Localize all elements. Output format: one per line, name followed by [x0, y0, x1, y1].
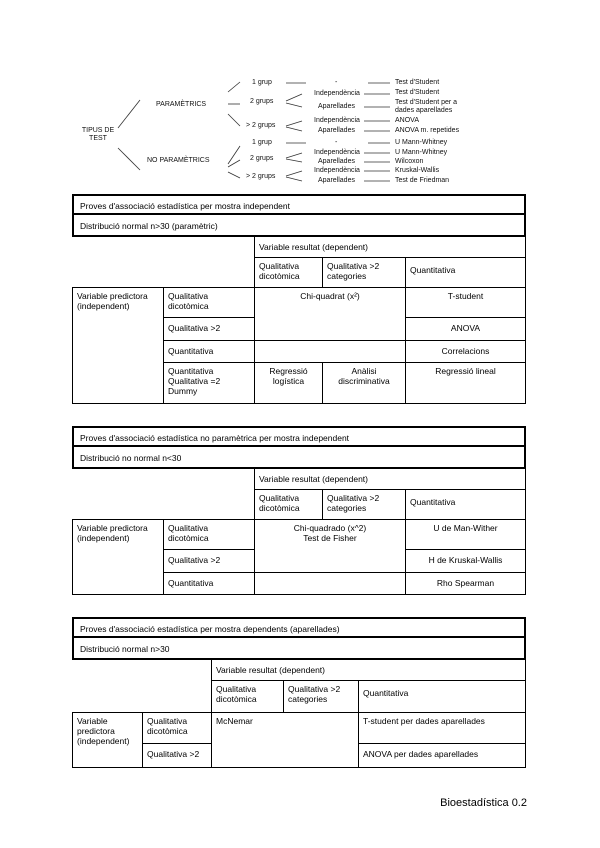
t3-var-pred: Variable predictora (independent): [72, 712, 142, 768]
diagram-n-res4: Kruskal-Wallis: [395, 167, 440, 174]
t2-fisher: Test de Fisher: [303, 533, 357, 543]
diagram-n-indep2: Independència: [314, 167, 360, 174]
diagram-n-apar: Aparellades: [318, 158, 355, 165]
t3-var-result: Variable resultat (dependent): [211, 660, 526, 681]
diagram-p-2grups: 2 grups: [250, 98, 274, 105]
diagram-n-indep: Independència: [314, 149, 360, 156]
diagram-p-apar2: Aparellades: [318, 127, 355, 134]
t2-chi-cell: [254, 520, 405, 573]
diagram-p-res4: ANOVA: [395, 117, 419, 124]
t1-tstudent: T-student: [405, 288, 526, 318]
diagram-n-res5: Test de Friedman: [395, 177, 450, 184]
diagram-n-2grups: 2 grups: [250, 155, 274, 162]
t3-tstudent: T-student per dades aparellades: [358, 713, 526, 744]
t2-hkw: H de Kruskal-Wallis: [405, 550, 526, 573]
t2-col-qd: Qualitativa dicotòmica: [254, 490, 322, 520]
t2-row-q2: Qualitativa >2: [163, 550, 254, 573]
t1-subtitle: Distribució normal n>30 (paramètric): [72, 215, 526, 237]
table-dependent-paired: [72, 617, 526, 790]
t2-var-pred: Variable predictora (independent): [72, 519, 163, 595]
t2-row-q: Quantitativa: [163, 573, 254, 595]
t2-empty: [254, 573, 405, 595]
t1-row-qd: Qualitativa dicotòmica: [163, 287, 254, 318]
diagram-lines: [0, 0, 600, 190]
t2-title: Proves d'associació estadística no paramètrica per mostra independent: [72, 426, 526, 447]
t1-col-qc: Qualitativa >2 categories: [322, 258, 405, 288]
t3-col-q: Quantitativa: [358, 681, 526, 713]
diagram-root: TIPUS DE TEST: [81, 127, 115, 142]
t2-rho: Rho Spearman: [405, 573, 526, 595]
t1-reglin: Regressió lineal: [405, 363, 526, 404]
diagram-parametrics: PARAMÈTRICS: [156, 101, 207, 108]
diagram-n-res3: Wilcoxon: [395, 158, 424, 165]
t3-mcnemar: McNemar: [211, 713, 358, 768]
t1-grid: [72, 237, 526, 411]
t1-title: Proves d'associació estadística per mostra independent: [72, 194, 526, 215]
diagram-p-mes2: > 2 grups: [246, 122, 276, 129]
t3-anova: ANOVA per dades aparellades: [358, 744, 526, 768]
t1-empty: [254, 341, 405, 363]
test-types-diagram: [0, 0, 600, 190]
t1-row-q: Quantitativa: [163, 341, 254, 363]
diagram-p-res3: Test d'Student per a dades aparellades: [395, 99, 458, 114]
t3-col-qc: Qualitativa >2 categories: [283, 681, 358, 713]
t2-subtitle: Distribució no normal n<30: [72, 447, 526, 469]
t3-title: Proves d'associació estadística per mostra dependents (aparellades): [72, 617, 526, 638]
t3-col-qd: Qualitativa dicotòmica: [211, 681, 283, 713]
t3-subtitle: Distribució normal n>30: [72, 638, 526, 660]
t2-col-q: Quantitativa: [405, 490, 526, 520]
t1-analisi: Anàlisi discriminativa: [322, 363, 405, 404]
t1-row-mix: Quantitativa Qualitativa =2 Dummy: [163, 363, 254, 404]
t3-row-qd: Qualitativa dicotòmica: [142, 712, 211, 744]
t1-col-q: Quantitativa: [405, 258, 526, 288]
diagram-p-apar: Aparellades: [318, 103, 355, 110]
diagram-n-1grup: 1 grup: [252, 139, 272, 146]
t2-umw: U de Man-Wither: [405, 520, 526, 550]
t1-col-qd: Qualitativa dicotòmica: [254, 258, 322, 288]
diagram-p-indep2: Independència: [314, 117, 360, 124]
diagram-p-1grup: 1 grup: [252, 79, 272, 86]
t2-col-qc: Qualitativa >2 categories: [322, 490, 405, 520]
t1-chi: Chi-quadrat (x²): [254, 288, 405, 341]
table-nonparametric-independent: [72, 426, 526, 609]
diagram-n-res2: U Mann-Whitney: [395, 149, 448, 156]
diagram-n-mes2: > 2 grups: [246, 173, 276, 180]
diagram-dash1: -: [335, 79, 338, 86]
t3-row-q2: Qualitativa >2: [142, 744, 211, 768]
t2-grid: [72, 469, 526, 609]
diagram-dash2: -: [335, 139, 338, 146]
diagram-p-indep: Independència: [314, 90, 360, 97]
diagram-p-res5: ANOVA m. repetides: [395, 127, 460, 134]
t2-chi: Chi-quadrado (x^2): [293, 523, 367, 533]
t2-var-result: Variable resultat (dependent): [254, 469, 526, 490]
t3-grid: [72, 660, 526, 790]
diagram-n-apar2: Aparellades: [318, 177, 355, 184]
t1-var-pred: Variable predictora (independent): [72, 287, 163, 404]
t1-reglog: Regressió logística: [254, 363, 322, 404]
table-parametric-independent: [72, 194, 526, 411]
t2-row-qd: Qualitativa dicotòmica: [163, 519, 254, 550]
diagram-p-res2: Test d'Student: [395, 89, 440, 96]
diagram-p-res1: Test d'Student: [395, 79, 440, 86]
diagram-n-res1: U Mann-Whitney: [395, 139, 448, 146]
diagram-no-parametrics: NO PARAMÈTRICS: [147, 157, 210, 164]
t1-var-result: Variable resultat (dependent): [254, 237, 526, 258]
t1-row-q2: Qualitativa >2: [163, 318, 254, 341]
t1-anova: ANOVA: [405, 318, 526, 341]
page-footer: Bioestadística 0.2: [440, 797, 527, 809]
t1-correl: Correlacions: [405, 341, 526, 363]
